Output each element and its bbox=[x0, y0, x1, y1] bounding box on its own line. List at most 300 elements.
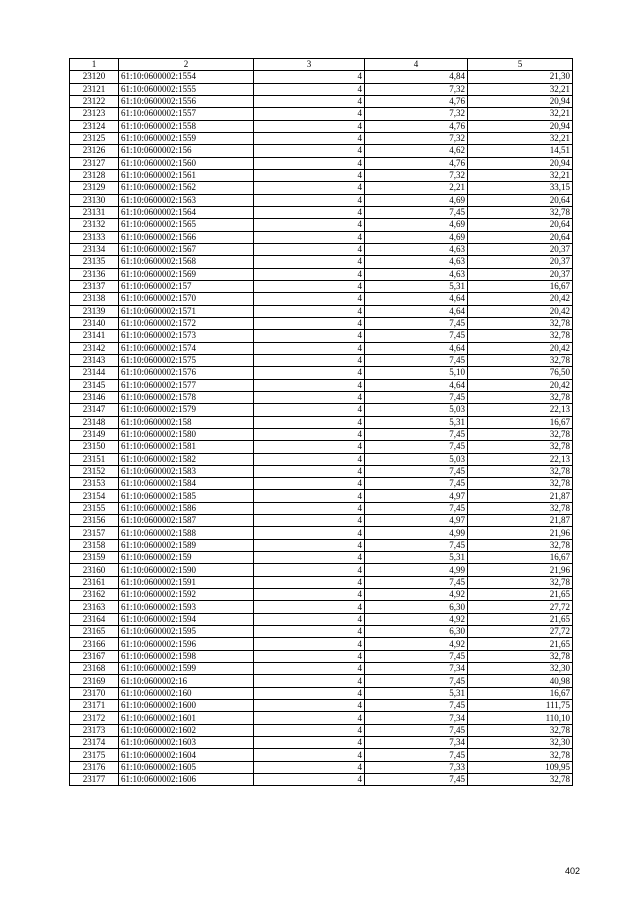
cadastral-number: 61:10:0600002:1578 bbox=[119, 391, 254, 403]
column-3-value: 4 bbox=[254, 589, 365, 601]
row-number: 23149 bbox=[70, 428, 119, 440]
row-number: 23165 bbox=[70, 626, 119, 638]
column-3-value: 4 bbox=[254, 194, 365, 206]
row-number: 23166 bbox=[70, 638, 119, 650]
table-body bbox=[70, 59, 573, 786]
column-5-value: 32,30 bbox=[468, 663, 573, 675]
column-5-value: 16,67 bbox=[468, 687, 573, 699]
row-number: 23177 bbox=[70, 774, 119, 786]
row-number: 23163 bbox=[70, 601, 119, 613]
column-4-value: 7,45 bbox=[365, 465, 468, 477]
cadastral-number: 61:10:0600002:1575 bbox=[119, 354, 254, 366]
cadastral-number: 61:10:0600002:1566 bbox=[119, 231, 254, 243]
column-3-value: 4 bbox=[254, 527, 365, 539]
column-4-value: 7,33 bbox=[365, 761, 468, 773]
column-4-value: 5,10 bbox=[365, 367, 468, 379]
row-number: 23156 bbox=[70, 515, 119, 527]
column-5-value: 21,96 bbox=[468, 527, 573, 539]
column-3-value: 4 bbox=[254, 515, 365, 527]
cadastral-number: 61:10:0600002:1594 bbox=[119, 613, 254, 625]
column-3-value: 4 bbox=[254, 293, 365, 305]
table-row bbox=[70, 132, 573, 144]
column-5-value: 32,78 bbox=[468, 354, 573, 366]
column-4-value: 4,92 bbox=[365, 589, 468, 601]
column-4-value: 7,45 bbox=[365, 428, 468, 440]
column-3-value: 4 bbox=[254, 626, 365, 638]
cadastral-number: 61:10:0600002:1599 bbox=[119, 663, 254, 675]
cadastral-number: 61:10:0600002:1569 bbox=[119, 268, 254, 280]
column-5-value: 21,87 bbox=[468, 490, 573, 502]
column-4-value: 2,21 bbox=[365, 182, 468, 194]
cadastral-number: 61:10:0600002:1590 bbox=[119, 564, 254, 576]
table-row bbox=[70, 650, 573, 662]
column-3-value: 4 bbox=[254, 108, 365, 120]
column-4-value: 4,63 bbox=[365, 243, 468, 255]
table-row bbox=[70, 95, 573, 107]
cadastral-number: 61:10:0600002:1589 bbox=[119, 539, 254, 551]
row-number: 23155 bbox=[70, 502, 119, 514]
row-number: 23144 bbox=[70, 367, 119, 379]
column-3-value: 4 bbox=[254, 231, 365, 243]
table-row bbox=[70, 539, 573, 551]
header-cell-4: 4 bbox=[365, 59, 468, 71]
column-5-value: 32,78 bbox=[468, 749, 573, 761]
column-4-value: 5,31 bbox=[365, 687, 468, 699]
column-3-value: 4 bbox=[254, 502, 365, 514]
column-4-value: 7,45 bbox=[365, 502, 468, 514]
column-4-value: 7,32 bbox=[365, 132, 468, 144]
column-3-value: 4 bbox=[254, 404, 365, 416]
column-3-value: 4 bbox=[254, 675, 365, 687]
column-5-value: 20,42 bbox=[468, 305, 573, 317]
row-number: 23125 bbox=[70, 132, 119, 144]
column-5-value: 32,78 bbox=[468, 465, 573, 477]
column-4-value: 5,03 bbox=[365, 404, 468, 416]
column-3-value: 4 bbox=[254, 95, 365, 107]
column-5-value: 32,78 bbox=[468, 441, 573, 453]
row-number: 23160 bbox=[70, 564, 119, 576]
header-cell-2: 2 bbox=[119, 59, 254, 71]
column-3-value: 4 bbox=[254, 317, 365, 329]
table-row bbox=[70, 120, 573, 132]
table-row bbox=[70, 330, 573, 342]
cadastral-number: 61:10:0600002:1583 bbox=[119, 465, 254, 477]
table-row bbox=[70, 391, 573, 403]
column-4-value: 5,31 bbox=[365, 416, 468, 428]
cadastral-number: 61:10:0600002:1556 bbox=[119, 95, 254, 107]
column-5-value: 32,21 bbox=[468, 169, 573, 181]
column-4-value: 7,45 bbox=[365, 441, 468, 453]
table-row bbox=[70, 601, 573, 613]
column-3-value: 4 bbox=[254, 120, 365, 132]
cadastral-number: 61:10:0600002:1603 bbox=[119, 737, 254, 749]
row-number: 23130 bbox=[70, 194, 119, 206]
cadastral-number: 61:10:0600002:1557 bbox=[119, 108, 254, 120]
column-4-value: 4,99 bbox=[365, 527, 468, 539]
column-3-value: 4 bbox=[254, 539, 365, 551]
table-row bbox=[70, 453, 573, 465]
table-header-row bbox=[70, 59, 573, 71]
table-row bbox=[70, 626, 573, 638]
column-3-value: 4 bbox=[254, 219, 365, 231]
column-4-value: 4,69 bbox=[365, 231, 468, 243]
column-5-value: 20,64 bbox=[468, 219, 573, 231]
table-row bbox=[70, 724, 573, 736]
table-row bbox=[70, 774, 573, 786]
header-cell-5: 5 bbox=[468, 59, 573, 71]
table-row bbox=[70, 194, 573, 206]
table-row bbox=[70, 761, 573, 773]
column-4-value: 7,34 bbox=[365, 663, 468, 675]
column-4-value: 7,45 bbox=[365, 539, 468, 551]
cadastral-number: 61:10:0600002:159 bbox=[119, 552, 254, 564]
column-4-value: 7,32 bbox=[365, 169, 468, 181]
column-3-value: 4 bbox=[254, 428, 365, 440]
column-5-value: 109,95 bbox=[468, 761, 573, 773]
row-number: 23158 bbox=[70, 539, 119, 551]
column-3-value: 4 bbox=[254, 552, 365, 564]
column-4-value: 4,63 bbox=[365, 268, 468, 280]
cadastral-number: 61:10:0600002:1596 bbox=[119, 638, 254, 650]
row-number: 23134 bbox=[70, 243, 119, 255]
cadastral-number: 61:10:0600002:1591 bbox=[119, 576, 254, 588]
column-4-value: 6,30 bbox=[365, 626, 468, 638]
table-row bbox=[70, 268, 573, 280]
table-row bbox=[70, 157, 573, 169]
column-4-value: 4,92 bbox=[365, 638, 468, 650]
row-number: 23157 bbox=[70, 527, 119, 539]
column-5-value: 20,37 bbox=[468, 268, 573, 280]
cadastral-number: 61:10:0600002:1564 bbox=[119, 206, 254, 218]
column-5-value: 32,78 bbox=[468, 774, 573, 786]
column-3-value: 4 bbox=[254, 724, 365, 736]
cadastral-number: 61:10:0600002:1601 bbox=[119, 712, 254, 724]
column-4-value: 7,45 bbox=[365, 391, 468, 403]
cadastral-number: 61:10:0600002:1582 bbox=[119, 453, 254, 465]
column-5-value: 21,96 bbox=[468, 564, 573, 576]
table-row bbox=[70, 527, 573, 539]
column-5-value: 27,72 bbox=[468, 626, 573, 638]
cadastral-number: 61:10:0600002:156 bbox=[119, 145, 254, 157]
cadastral-number: 61:10:0600002:1587 bbox=[119, 515, 254, 527]
table-row bbox=[70, 589, 573, 601]
row-number: 23127 bbox=[70, 157, 119, 169]
table-row bbox=[70, 576, 573, 588]
table-row bbox=[70, 404, 573, 416]
data-table bbox=[69, 58, 573, 786]
column-5-value: 20,94 bbox=[468, 157, 573, 169]
column-3-value: 4 bbox=[254, 280, 365, 292]
column-3-value: 4 bbox=[254, 453, 365, 465]
column-3-value: 4 bbox=[254, 342, 365, 354]
row-number: 23123 bbox=[70, 108, 119, 120]
column-3-value: 4 bbox=[254, 83, 365, 95]
column-3-value: 4 bbox=[254, 206, 365, 218]
column-3-value: 4 bbox=[254, 367, 365, 379]
cadastral-number: 61:10:0600002:1563 bbox=[119, 194, 254, 206]
table-row bbox=[70, 749, 573, 761]
cadastral-number: 61:10:0600002:1565 bbox=[119, 219, 254, 231]
row-number: 23120 bbox=[70, 71, 119, 83]
row-number: 23167 bbox=[70, 650, 119, 662]
cadastral-number: 61:10:0600002:1600 bbox=[119, 700, 254, 712]
cadastral-number: 61:10:0600002:1567 bbox=[119, 243, 254, 255]
table-row bbox=[70, 515, 573, 527]
row-number: 23141 bbox=[70, 330, 119, 342]
column-3-value: 4 bbox=[254, 737, 365, 749]
column-3-value: 4 bbox=[254, 330, 365, 342]
cadastral-number: 61:10:0600002:1562 bbox=[119, 182, 254, 194]
row-number: 23173 bbox=[70, 724, 119, 736]
row-number: 23142 bbox=[70, 342, 119, 354]
column-3-value: 4 bbox=[254, 305, 365, 317]
row-number: 23143 bbox=[70, 354, 119, 366]
row-number: 23124 bbox=[70, 120, 119, 132]
column-3-value: 4 bbox=[254, 169, 365, 181]
column-5-value: 16,67 bbox=[468, 552, 573, 564]
table-row bbox=[70, 108, 573, 120]
cadastral-number: 61:10:0600002:1581 bbox=[119, 441, 254, 453]
column-5-value: 110,10 bbox=[468, 712, 573, 724]
row-number: 23150 bbox=[70, 441, 119, 453]
row-number: 23170 bbox=[70, 687, 119, 699]
column-4-value: 7,45 bbox=[365, 330, 468, 342]
row-number: 23138 bbox=[70, 293, 119, 305]
row-number: 23126 bbox=[70, 145, 119, 157]
column-5-value: 16,67 bbox=[468, 280, 573, 292]
row-number: 23122 bbox=[70, 95, 119, 107]
column-4-value: 4,69 bbox=[365, 194, 468, 206]
table-row bbox=[70, 502, 573, 514]
row-number: 23132 bbox=[70, 219, 119, 231]
row-number: 23171 bbox=[70, 700, 119, 712]
column-4-value: 4,64 bbox=[365, 293, 468, 305]
column-5-value: 20,94 bbox=[468, 95, 573, 107]
column-4-value: 5,31 bbox=[365, 552, 468, 564]
row-number: 23151 bbox=[70, 453, 119, 465]
column-4-value: 4,64 bbox=[365, 342, 468, 354]
column-5-value: 32,78 bbox=[468, 502, 573, 514]
cadastral-number: 61:10:0600002:1561 bbox=[119, 169, 254, 181]
table-row bbox=[70, 305, 573, 317]
column-3-value: 4 bbox=[254, 157, 365, 169]
column-5-value: 32,30 bbox=[468, 737, 573, 749]
table-row bbox=[70, 712, 573, 724]
column-5-value: 20,64 bbox=[468, 194, 573, 206]
column-5-value: 21,65 bbox=[468, 613, 573, 625]
column-5-value: 32,78 bbox=[468, 206, 573, 218]
column-4-value: 7,45 bbox=[365, 724, 468, 736]
table-row bbox=[70, 83, 573, 95]
column-4-value: 7,34 bbox=[365, 737, 468, 749]
table-row bbox=[70, 478, 573, 490]
column-4-value: 4,76 bbox=[365, 120, 468, 132]
cadastral-number: 61:10:0600002:1555 bbox=[119, 83, 254, 95]
column-5-value: 21,30 bbox=[468, 71, 573, 83]
table-row bbox=[70, 737, 573, 749]
column-3-value: 4 bbox=[254, 601, 365, 613]
row-number: 23146 bbox=[70, 391, 119, 403]
cadastral-number: 61:10:0600002:1577 bbox=[119, 379, 254, 391]
column-4-value: 7,45 bbox=[365, 774, 468, 786]
column-4-value: 4,97 bbox=[365, 490, 468, 502]
cadastral-number: 61:10:0600002:1554 bbox=[119, 71, 254, 83]
row-number: 23164 bbox=[70, 613, 119, 625]
column-5-value: 32,78 bbox=[468, 576, 573, 588]
column-5-value: 40,98 bbox=[468, 675, 573, 687]
column-3-value: 4 bbox=[254, 145, 365, 157]
column-4-value: 7,32 bbox=[365, 83, 468, 95]
header-cell-3: 3 bbox=[254, 59, 365, 71]
row-number: 23153 bbox=[70, 478, 119, 490]
table-row bbox=[70, 293, 573, 305]
column-3-value: 4 bbox=[254, 490, 365, 502]
table-row bbox=[70, 219, 573, 231]
column-5-value: 32,21 bbox=[468, 132, 573, 144]
row-number: 23148 bbox=[70, 416, 119, 428]
column-4-value: 7,45 bbox=[365, 650, 468, 662]
column-5-value: 16,67 bbox=[468, 416, 573, 428]
column-3-value: 4 bbox=[254, 243, 365, 255]
cadastral-number: 61:10:0600002:158 bbox=[119, 416, 254, 428]
column-5-value: 32,78 bbox=[468, 428, 573, 440]
column-4-value: 6,30 bbox=[365, 601, 468, 613]
column-4-value: 4,99 bbox=[365, 564, 468, 576]
column-4-value: 7,45 bbox=[365, 354, 468, 366]
column-3-value: 4 bbox=[254, 650, 365, 662]
column-5-value: 20,94 bbox=[468, 120, 573, 132]
table-row bbox=[70, 243, 573, 255]
column-3-value: 4 bbox=[254, 441, 365, 453]
cadastral-number: 61:10:0600002:1584 bbox=[119, 478, 254, 490]
table-row bbox=[70, 428, 573, 440]
header-cell-1: 1 bbox=[70, 59, 119, 71]
column-5-value: 20,37 bbox=[468, 256, 573, 268]
cadastral-number: 61:10:0600002:1595 bbox=[119, 626, 254, 638]
cadastral-number: 61:10:0600002:1571 bbox=[119, 305, 254, 317]
column-3-value: 4 bbox=[254, 761, 365, 773]
column-5-value: 111,75 bbox=[468, 700, 573, 712]
column-5-value: 20,37 bbox=[468, 243, 573, 255]
column-3-value: 4 bbox=[254, 256, 365, 268]
table-row bbox=[70, 379, 573, 391]
table-row bbox=[70, 367, 573, 379]
table-row bbox=[70, 169, 573, 181]
page-number: 402 bbox=[565, 866, 581, 876]
column-3-value: 4 bbox=[254, 268, 365, 280]
column-3-value: 4 bbox=[254, 687, 365, 699]
column-4-value: 7,45 bbox=[365, 700, 468, 712]
row-number: 23169 bbox=[70, 675, 119, 687]
column-5-value: 32,78 bbox=[468, 317, 573, 329]
table-row bbox=[70, 700, 573, 712]
row-number: 23159 bbox=[70, 552, 119, 564]
row-number: 23145 bbox=[70, 379, 119, 391]
column-5-value: 22,13 bbox=[468, 404, 573, 416]
column-5-value: 21,65 bbox=[468, 589, 573, 601]
column-3-value: 4 bbox=[254, 132, 365, 144]
table-row bbox=[70, 354, 573, 366]
column-5-value: 27,72 bbox=[468, 601, 573, 613]
cadastral-number: 61:10:0600002:1559 bbox=[119, 132, 254, 144]
column-4-value: 7,45 bbox=[365, 478, 468, 490]
cadastral-number: 61:10:0600002:1586 bbox=[119, 502, 254, 514]
table-row bbox=[70, 552, 573, 564]
table-row bbox=[70, 490, 573, 502]
column-5-value: 20,64 bbox=[468, 231, 573, 243]
table-row bbox=[70, 182, 573, 194]
table-row bbox=[70, 465, 573, 477]
row-number: 23133 bbox=[70, 231, 119, 243]
row-number: 23121 bbox=[70, 83, 119, 95]
row-number: 23135 bbox=[70, 256, 119, 268]
table-row bbox=[70, 441, 573, 453]
column-3-value: 4 bbox=[254, 700, 365, 712]
column-3-value: 4 bbox=[254, 774, 365, 786]
row-number: 23131 bbox=[70, 206, 119, 218]
column-4-value: 4,64 bbox=[365, 379, 468, 391]
table-row bbox=[70, 638, 573, 650]
table-row bbox=[70, 317, 573, 329]
column-4-value: 7,45 bbox=[365, 576, 468, 588]
row-number: 23176 bbox=[70, 761, 119, 773]
column-5-value: 32,21 bbox=[468, 108, 573, 120]
column-3-value: 4 bbox=[254, 354, 365, 366]
column-4-value: 4,76 bbox=[365, 95, 468, 107]
column-5-value: 14,51 bbox=[468, 145, 573, 157]
column-3-value: 4 bbox=[254, 749, 365, 761]
row-number: 23137 bbox=[70, 280, 119, 292]
column-3-value: 4 bbox=[254, 564, 365, 576]
cadastral-number: 61:10:0600002:1579 bbox=[119, 404, 254, 416]
column-4-value: 4,63 bbox=[365, 256, 468, 268]
column-3-value: 4 bbox=[254, 478, 365, 490]
column-4-value: 7,45 bbox=[365, 317, 468, 329]
row-number: 23162 bbox=[70, 589, 119, 601]
table-row bbox=[70, 231, 573, 243]
cadastral-number: 61:10:0600002:1588 bbox=[119, 527, 254, 539]
column-3-value: 4 bbox=[254, 576, 365, 588]
cadastral-number: 61:10:0600002:160 bbox=[119, 687, 254, 699]
column-5-value: 22,13 bbox=[468, 453, 573, 465]
cadastral-number: 61:10:0600002:16 bbox=[119, 675, 254, 687]
table-row bbox=[70, 564, 573, 576]
row-number: 23140 bbox=[70, 317, 119, 329]
row-number: 23152 bbox=[70, 465, 119, 477]
table-row bbox=[70, 613, 573, 625]
column-3-value: 4 bbox=[254, 613, 365, 625]
cadastral-number: 61:10:0600002:1568 bbox=[119, 256, 254, 268]
cadastral-number: 61:10:0600002:1605 bbox=[119, 761, 254, 773]
cadastral-number: 61:10:0600002:1585 bbox=[119, 490, 254, 502]
table-row bbox=[70, 675, 573, 687]
column-3-value: 4 bbox=[254, 712, 365, 724]
table-row bbox=[70, 663, 573, 675]
column-4-value: 5,31 bbox=[365, 280, 468, 292]
column-5-value: 32,78 bbox=[468, 391, 573, 403]
cadastral-number: 61:10:0600002:1580 bbox=[119, 428, 254, 440]
column-4-value: 7,34 bbox=[365, 712, 468, 724]
row-number: 23175 bbox=[70, 749, 119, 761]
column-5-value: 32,78 bbox=[468, 650, 573, 662]
cadastral-number: 61:10:0600002:1574 bbox=[119, 342, 254, 354]
column-4-value: 5,03 bbox=[365, 453, 468, 465]
cadastral-number: 61:10:0600002:1592 bbox=[119, 589, 254, 601]
column-5-value: 32,78 bbox=[468, 724, 573, 736]
table-row bbox=[70, 145, 573, 157]
row-number: 23136 bbox=[70, 268, 119, 280]
column-4-value: 7,32 bbox=[365, 108, 468, 120]
